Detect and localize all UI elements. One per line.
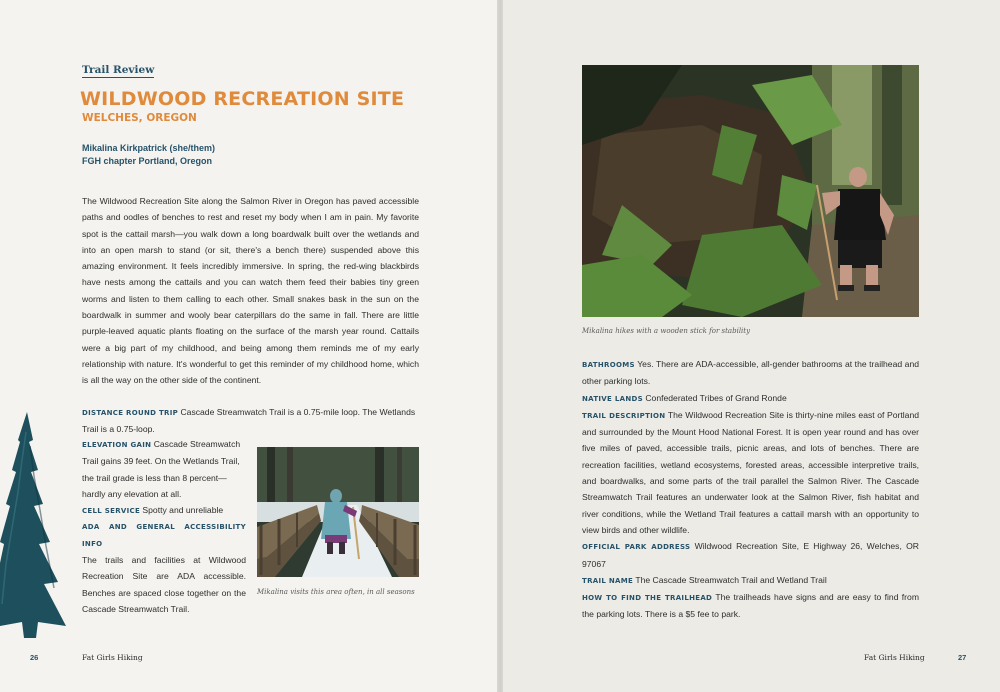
trail-description-text: The Wildwood Recreation Site is thirty-nine miles east of Portland and surrounded by the Mount Hood National Forest. It is open year round and has over five miles of paved, accessible trails, picnic areas, and lots of benches. There are recreation facilities, wetland ecosystems, forested areas, accessible interpretive trails, and boardwalks, and some parts of the trail parallel the Salmon River. The Cascade Streamwatch Trail features an underwater look at the Salmon River, fish habitat and river conditions, while the Wetland Trail features a cattail marsh with an opportunity to view birds and other wildlife. bbox=[582, 409, 919, 535]
cell-label: CELL SERVICE bbox=[82, 507, 141, 516]
ada-info bbox=[82, 519, 246, 617]
trail-description-info bbox=[582, 407, 919, 538]
page-number-left: 26 bbox=[30, 653, 39, 662]
cell-info bbox=[82, 502, 246, 519]
elevation-label: ELEVATION GAIN bbox=[82, 441, 152, 449]
running-head-right: Fat Girls Hiking bbox=[864, 653, 925, 662]
intro-paragraph: The Wildwood Recreation Site along the Salmon River in Oregon has paved accessible paths and oodles of benches to rest and reset my body when I am in pain. My favorite spot is the cattail marsh—you walk down a long boardwalk built over the wetlands and into an open marsh to stand (or sit, there's a bench there) suspended above this amazing environment. It feels incredibly immersive. In spring, the red-wing blackbirds have nests among the cattails and you can watch them feed their babies tiny green worms and listen to them calling to each other. Small snakes bask in the sun on the boardwalk in summer and wooly bear caterpillars do the same in fall. There are little purple-leaved aquatic plants floating on the surface of the marsh year round. Cattails were a big part of my childhood, and being among them reminds me of my early relationship with nature. It's wonderful to get this reminder of my childhood home, which is all the way on the other side of the continent. bbox=[82, 196, 419, 386]
page-subtitle: WELCHES, OREGON bbox=[82, 112, 197, 124]
native-lands-info bbox=[582, 390, 919, 407]
left-info-column bbox=[82, 436, 246, 617]
distance-text: Cascade Streamwatch Trail is a 0.75-mile loop. The Wetlands Trail is a 0.75-loop. bbox=[82, 407, 416, 435]
cell-text: Spotty and unreliable bbox=[142, 505, 224, 516]
trail-name-info bbox=[582, 572, 919, 589]
bridge-photo bbox=[257, 447, 419, 577]
author-chapter: FGH chapter Portland, Oregon bbox=[82, 156, 213, 166]
ada-label: ADA AND GENERAL ACCESSIBILITY INFO bbox=[82, 523, 246, 548]
forest-photo-caption: Mikalina hikes with a wooden stick for stability bbox=[582, 327, 751, 335]
left-page bbox=[0, 0, 497, 692]
trail-description-label: TRAIL DESCRIPTION bbox=[582, 411, 666, 420]
bathrooms-text: Yes. There are ADA-accessible, all-gender bathrooms at the trailhead and other parking lots. bbox=[582, 359, 920, 387]
book-gutter bbox=[497, 0, 503, 692]
trail-name-text: The Cascade Streamwatch Trail and Wetland Trail bbox=[635, 574, 827, 585]
bridge-photo-image bbox=[257, 447, 419, 577]
tree-illustration bbox=[0, 412, 66, 638]
park-address-label: OFFICIAL PARK ADDRESS bbox=[582, 543, 691, 552]
bridge-photo-caption: Mikalina visits this area often, in all seasons bbox=[257, 588, 415, 596]
forest-photo-image bbox=[582, 65, 919, 317]
find-trailhead-info bbox=[582, 589, 919, 623]
native-lands-label: NATIVE LANDS bbox=[582, 394, 643, 403]
bathrooms-info bbox=[582, 356, 919, 390]
find-trailhead-text: The trailheads have signs and are easy to find from the parking lots. There is a $5 fee to park. bbox=[582, 592, 919, 620]
page-number-right: 27 bbox=[958, 653, 967, 662]
park-address-text: Wildwood Recreation Site, E Highway 26, Welches, OR 97067 bbox=[582, 541, 919, 569]
distance-label: DISTANCE ROUND TRIP bbox=[82, 409, 179, 417]
section-label: Trail Review bbox=[82, 64, 155, 76]
ada-text: The trails and facilities at Wildwood Recreation Site are ADA accessible. Benches are spaced close together on the Cascade Streamwatch Trail. bbox=[82, 555, 246, 614]
bathrooms-label: BATHROOMS bbox=[582, 361, 635, 369]
author-block bbox=[82, 142, 215, 168]
trail-name-label: TRAIL NAME bbox=[582, 576, 634, 585]
distance-info bbox=[82, 404, 419, 438]
author-name: Mikalina Kirkpatrick (she/them) bbox=[82, 143, 216, 153]
elevation-text: Cascade Streamwatch Trail gains 39 feet. On the Wetlands Trail, the trail grade is less than 8 percent—hardly any elevation at all. bbox=[82, 439, 241, 499]
park-address-info bbox=[582, 538, 919, 572]
find-trailhead-label: HOW TO FIND THE TRAILHEAD bbox=[582, 594, 713, 603]
running-head-left: Fat Girls Hiking bbox=[82, 653, 143, 662]
native-lands-text: Confederated Tribes of Grand Ronde bbox=[645, 392, 787, 403]
tree-shape bbox=[0, 412, 66, 638]
page-title: WILDWOOD RECREATION SITE bbox=[80, 88, 405, 110]
elevation-info bbox=[82, 436, 246, 502]
right-info-column bbox=[582, 356, 919, 623]
forest-photo bbox=[582, 65, 919, 317]
